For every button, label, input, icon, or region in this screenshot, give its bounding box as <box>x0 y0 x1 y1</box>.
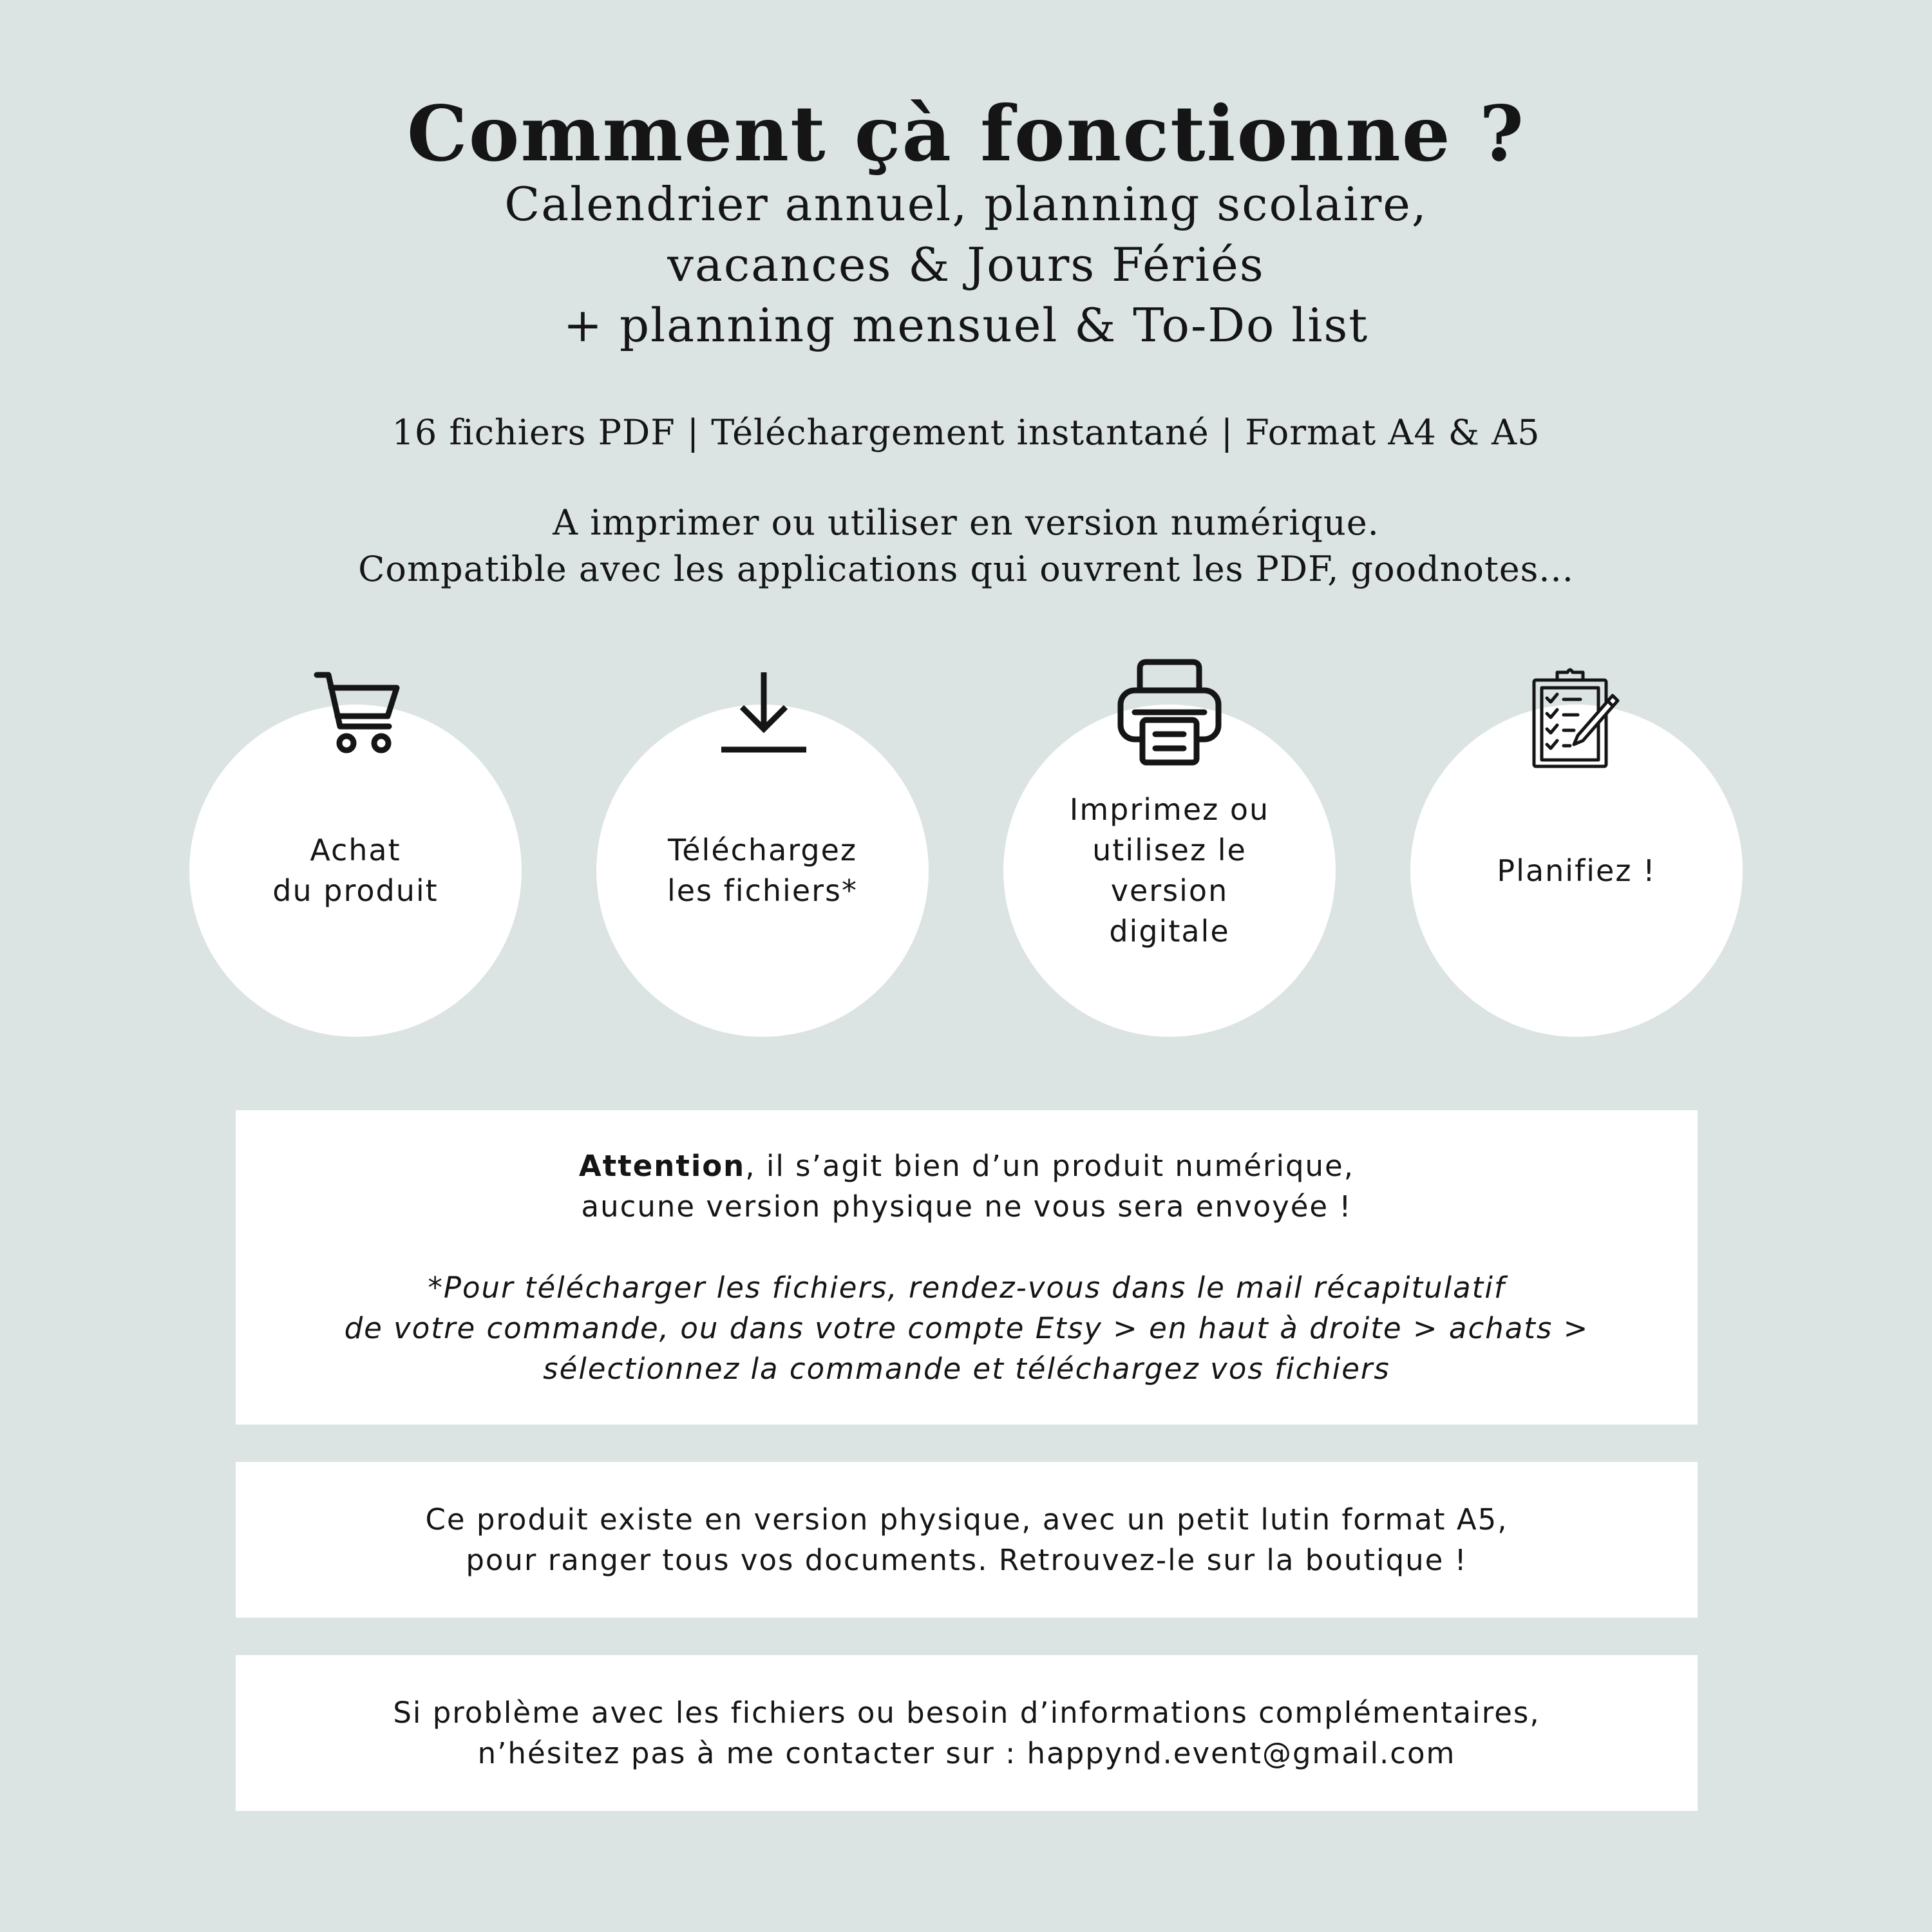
step-label: Planifiez ! <box>1497 853 1656 888</box>
contact-line: Si problème avec les fichiers ou besoin d’informations complémentaires, <box>393 1696 1540 1730</box>
step-label: Téléchargez les fichiers* <box>667 833 858 908</box>
digital-product-notice <box>236 1110 1698 1425</box>
download-instructions-line: sélectionnez la commande et téléchargez vos fichiers <box>543 1352 1390 1386</box>
download-icon <box>719 670 809 760</box>
printer-icon <box>1117 658 1222 766</box>
subtitle-line: Calendrier annuel, planning scolaire, <box>504 177 1428 231</box>
attention-label: Attention <box>578 1149 746 1183</box>
usage-line: A imprimer ou utiliser en version numérique. <box>553 502 1379 543</box>
step-label: Imprimez ou utilisez le version digitale <box>1069 792 1270 949</box>
attention-text: , il s’agit bien d’un produit numérique, <box>745 1149 1355 1183</box>
subtitle-line: vacances & Jours Fériés <box>667 238 1265 292</box>
physical-line: Ce produit existe en version physique, avec un petit lutin format A5, <box>425 1502 1508 1537</box>
page-subtitle <box>0 174 1932 355</box>
usage-line: Compatible avec les applications qui ouvrent les PDF, goodnotes... <box>358 549 1574 589</box>
clipboard-checklist-icon <box>1531 666 1622 769</box>
step-label: Achat du produit <box>272 833 439 908</box>
contact-box <box>236 1655 1698 1811</box>
contact-line: n’hésitez pas à me contacter sur : happynd.event@gmail.com <box>477 1736 1456 1770</box>
download-instructions-line: de votre commande, ou dans votre compte Etsy > en haut à droite > achats > <box>344 1311 1589 1345</box>
page-title: Comment çà fonctionne ? <box>406 89 1526 178</box>
physical-version-box <box>236 1462 1698 1618</box>
product-specs: 16 fichiers PDF | Téléchargement instantané | Format A4 & A5 <box>392 412 1540 453</box>
notice-line: aucune version physique ne vous sera envoyée ! <box>581 1189 1352 1224</box>
subtitle-line: + planning mensuel & To-Do list <box>563 298 1369 352</box>
notice-line <box>579 1146 1354 1186</box>
download-instructions-line: *Pour télécharger les fichiers, rendez-vous dans le mail récapitulatif <box>428 1271 1506 1305</box>
physical-line: pour ranger tous vos documents. Retrouvez-le sur la boutique ! <box>466 1543 1468 1577</box>
usage-note <box>0 500 1932 592</box>
shopping-cart-icon <box>312 668 402 759</box>
